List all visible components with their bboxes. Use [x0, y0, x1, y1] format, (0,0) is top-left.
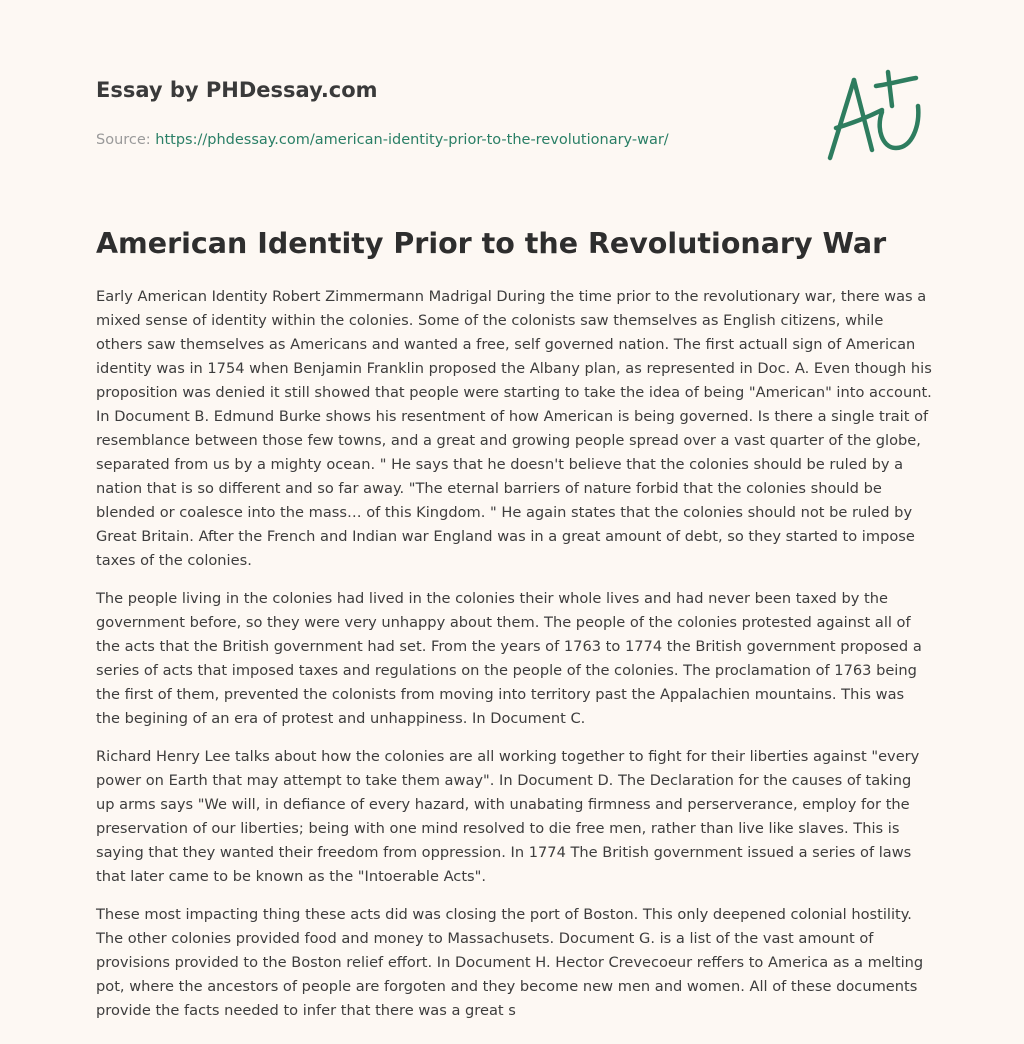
paragraph: The people living in the colonies had lived in the colonies their whole lives and had never been taxed by the government before, so they were very unhappy about them. The people of the colonies protested against all of the acts that the British government had set. From the years of 1763 to 1774 the British government proposed a series of acts that imposed taxes and regulations on the people of the colonies. The proclamation of 1763 being the first of them, prevented the colonists from moving into territory past the Appalachien mountains. This was the begining of an era of protest and unhappiness. In Document C. — [96, 590, 922, 727]
article-title: American Identity Prior to the Revolutionary War — [96, 227, 887, 260]
source-line — [96, 130, 776, 150]
essay-header — [96, 74, 776, 150]
a-plus-grade-icon — [820, 66, 932, 166]
paragraph: These most impacting thing these acts did was closing the port of Boston. This only deepened colonial hostility. The other colonies provided food and money to Massachusets. Document G. is a list of the vast amount of provisions provided to the Boston relief effort. In Document H. Hector Crevecoeur reffers to America as a melting pot, where the ancestors of people are forgoten and they become new men and women. All of these documents provide the facts needed to infer that there was a great s — [96, 906, 924, 1019]
source-label: Source: — [96, 132, 156, 148]
article-body — [96, 285, 932, 1037]
source-link[interactable]: https://phdessay.com/american-identity-prior-to-the-revolutionary-war/ — [155, 132, 669, 148]
site-title: Essay by PHDessay.com — [96, 78, 378, 102]
paragraph: Early American Identity Robert Zimmermann Madrigal During the time prior to the revolutionary war, there was a mixed sense of identity within the colonies. Some of the colonists saw themselves as English citizens, while others saw themselves as Americans and wanted a free, self governed nation. The first actuall sign of American identity was in 1754 when Benjamin Franklin proposed the Albany plan, as represented in Doc. A. Even though his proposition was denied it still showed that people were starting to take the idea of being "American" into account. In Document B. Edmund Burke shows his resentment of how American is being governed. Is there a single trait of resemblance between those few towns, and a great and growing people spread over a vast quarter of the globe, separated from us by a mighty ocean. " He says that he doesn't believe that the colonies should be ruled by a nation that is so different and so far away. "The eternal barriers of nature forbid that the colonies should be blended or coalesce into the mass… of this Kingdom. " He again states that the colonies should not be ruled by Great Britain. After the French and Indian war England was in a great amount of debt, so they started to impose taxes of the colonies. — [96, 288, 932, 569]
paragraph: Richard Henry Lee talks about how the colonies are all working together to fight for their liberties against "every power on Earth that may attempt to take them away". In Document D. The Declaration for the causes of taking up arms says "We will, in defiance of every hazard, with unabating firmness and perserverance, employ for the preservation of our liberties; being with one mind resolved to die free men, rather than live like slaves. This is saying that they wanted their freedom from oppression. In 1774 The British government issued a series of laws that later came to be known as the "Intoerable Acts". — [96, 748, 920, 885]
